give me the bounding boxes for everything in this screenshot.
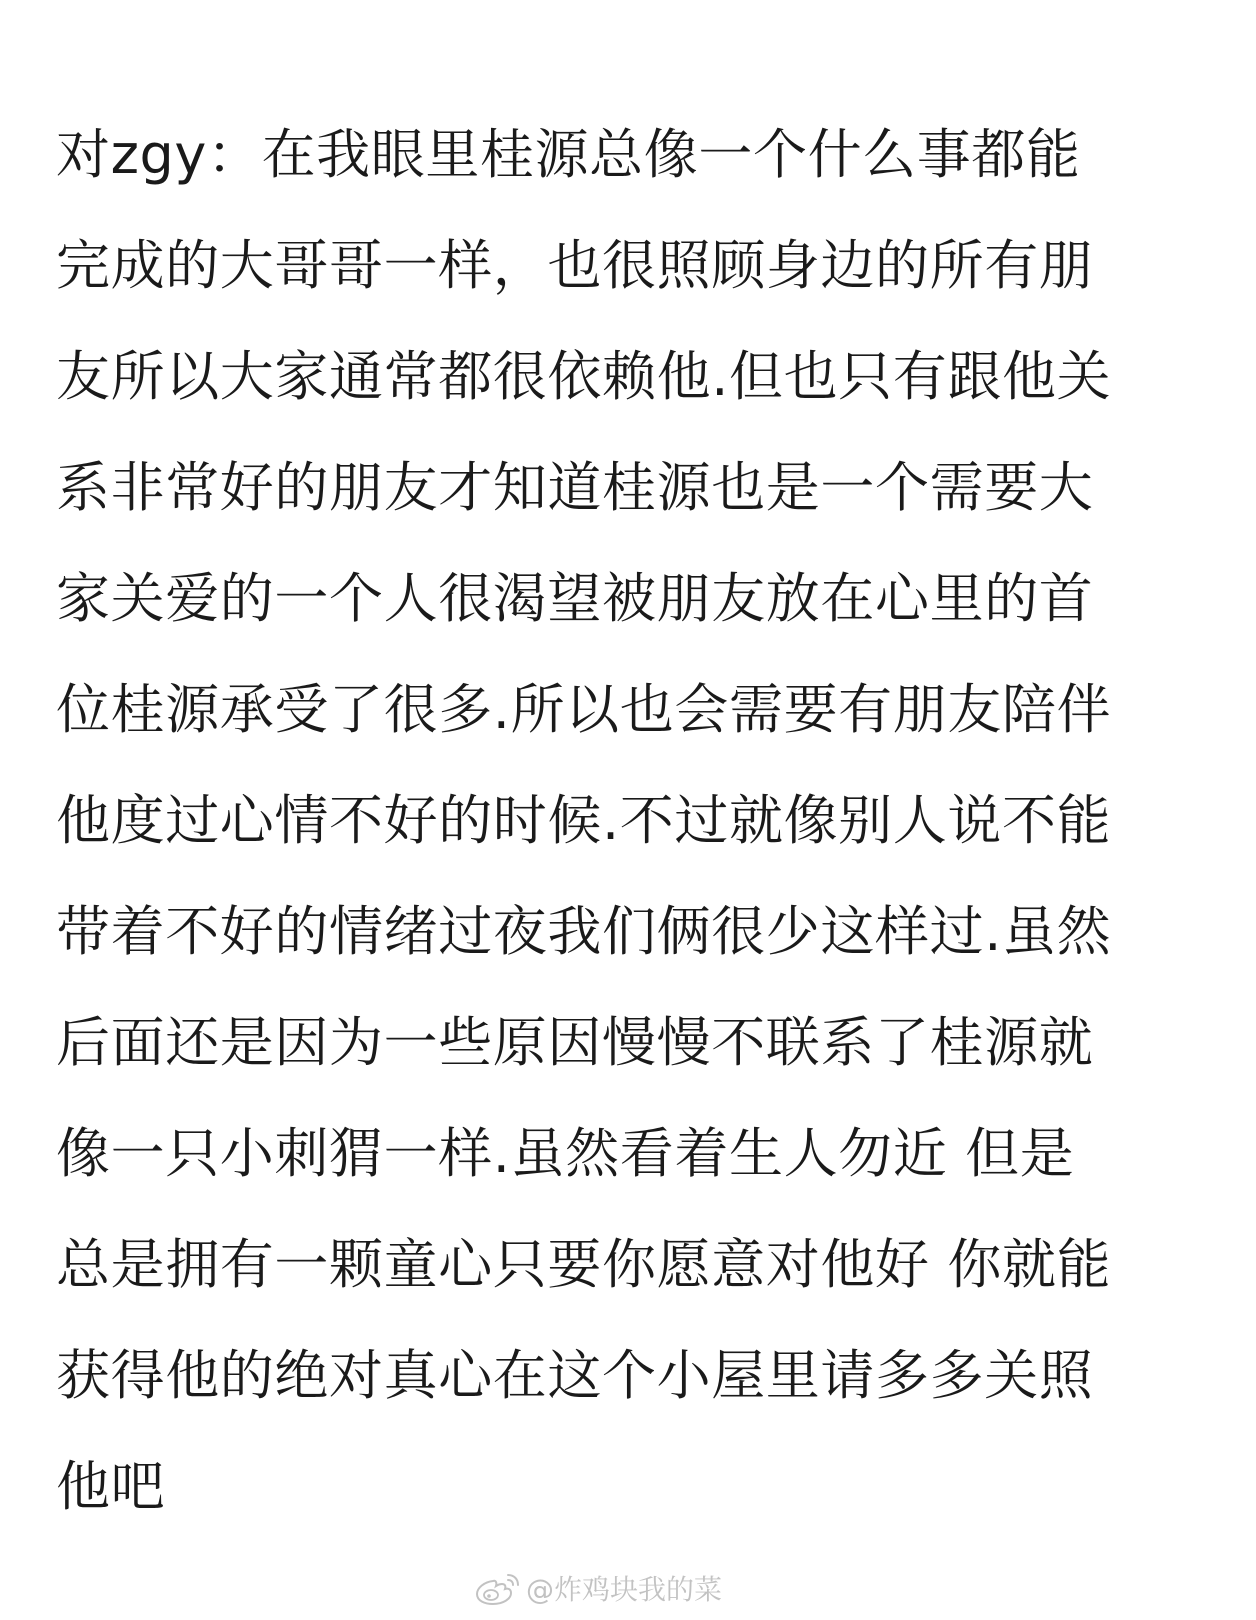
post-text-line: 系非常好的朋友才知道桂源也是一个需要大 [56, 456, 1094, 519]
post-text [56, 99, 1216, 1542]
weibo-icon [472, 1570, 524, 1606]
post-text-line: 位桂源承受了很多.所以也会需要有朋友陪伴 [56, 678, 1112, 741]
post-text-line: 家关爱的一个人很渴望被朋友放在心里的首 [56, 567, 1094, 630]
post-text-line: 后面还是因为一些原因慢慢不联系了桂源就 [56, 1011, 1094, 1074]
post-text-line: 他吧 [56, 1455, 166, 1518]
post-text-line: 带着不好的情绪过夜我们俩很少这样过.虽然 [56, 900, 1112, 963]
post-text-line: 完成的大哥哥一样，也很照顾身边的所有朋 [56, 234, 1094, 297]
post-text-line: 他度过心情不好的时候.不过就像别人说不能 [56, 789, 1112, 852]
post-text-line: 友所以大家通常都很依赖他.但也只有跟他关 [56, 345, 1112, 408]
post-text-line: 对zgy：在我眼里桂源总像一个什么事都能 [56, 123, 1081, 186]
post-text-line: 总是拥有一颗童心只要你愿意对他好 你就能 [56, 1233, 1112, 1296]
post-text-line: 获得他的绝对真心在这个小屋里请多多关照 [56, 1344, 1094, 1407]
watermark-text: @炸鸡块我的菜 [526, 1573, 723, 1606]
post-text-line: 像一只小刺猬一样.虽然看着生人勿近 但是 [56, 1122, 1075, 1185]
weibo-watermark [472, 1568, 722, 1608]
